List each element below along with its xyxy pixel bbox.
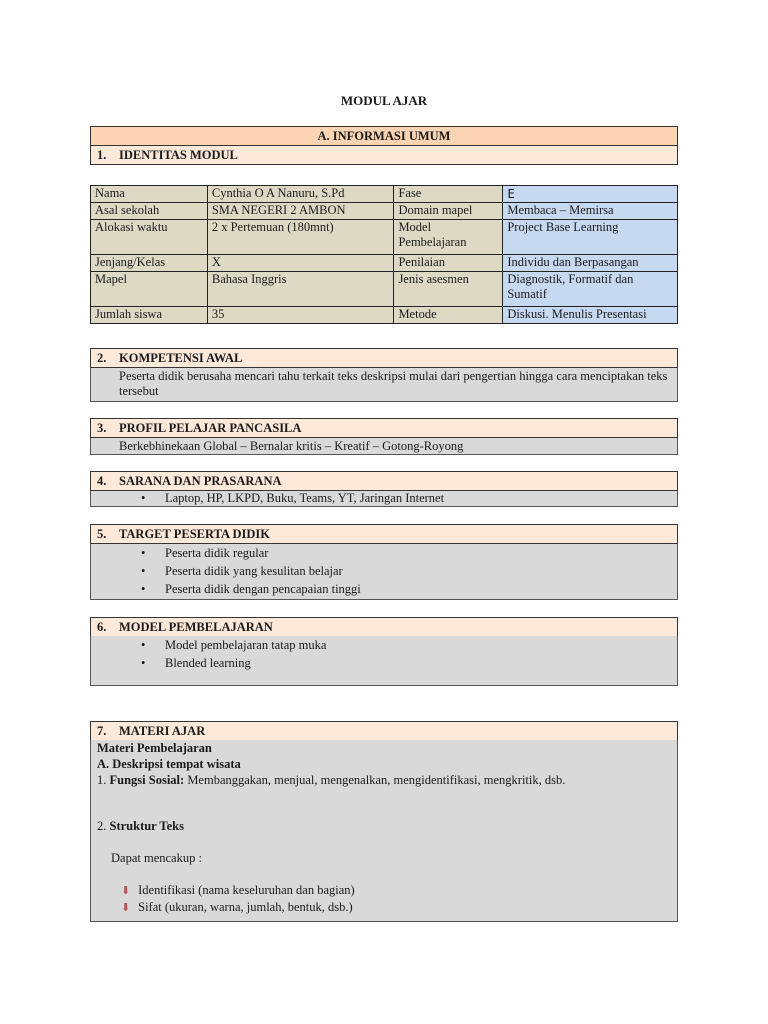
value-cell: 35: [207, 307, 394, 324]
arrow-down-icon: ⬇: [121, 885, 131, 897]
point-number: 2.: [97, 819, 107, 833]
value-cell: Project Base Learning: [503, 220, 678, 255]
target-header: [90, 524, 678, 544]
sarana-num: 4.: [97, 474, 107, 488]
label-cell: Alokasi waktu: [91, 220, 208, 255]
model-label: MODEL PEMBELAJARAN: [119, 620, 273, 634]
model-num: 6.: [97, 620, 107, 634]
label-cell: Model Pembelajaran: [394, 220, 503, 255]
materi-num: 7.: [97, 724, 107, 738]
materi-heading: Materi Pembelajaran: [97, 741, 212, 755]
target-num: 5.: [97, 527, 107, 541]
list-item: • Model pembelajaran tatap muka: [141, 636, 677, 654]
value-cell: SMA NEGERI 2 AMBON: [207, 203, 394, 220]
value-cell: Diskusi. Menulis Presentasi: [503, 307, 678, 324]
list-item: • Peserta didik regular: [141, 544, 677, 562]
section-a-header: A. INFORMASI UMUM: [90, 126, 678, 146]
table-row: [91, 307, 678, 324]
model-header: [90, 617, 678, 637]
struktur-teks-label: Struktur Teks: [109, 819, 184, 833]
materi-subheading: A. Deskripsi tempat wisata: [97, 757, 241, 771]
value-cell: Diagnostik, Formatif dan Sumatif: [503, 272, 678, 307]
identitas-label: IDENTITAS MODUL: [119, 148, 238, 162]
identitas-num: 1.: [97, 148, 107, 162]
identity-table: [90, 185, 678, 324]
table-row: [91, 186, 678, 203]
struktur-teks-line: [97, 818, 671, 834]
kompetensi-text: Peserta didik berusaha mencari tahu terkait teks deskripsi mulai dari pengertian hingga cara menciptakan teks tersebut: [90, 368, 678, 402]
materi-label: MATERI AJAR: [119, 724, 206, 738]
target-label: TARGET PESERTA DIDIK: [119, 527, 270, 541]
identitas-header: [90, 145, 678, 165]
table-row: [91, 272, 678, 307]
profil-num: 3.: [97, 421, 107, 435]
table-row: [91, 220, 678, 255]
value-cell: Bahasa Inggris: [207, 272, 394, 307]
sarana-label: SARANA DAN PRASARANA: [119, 474, 282, 488]
label-cell: Penilaian: [394, 255, 503, 272]
list-item: [121, 899, 671, 916]
list-item: • Peserta didik dengan pencapaian tinggi: [141, 580, 677, 598]
label-cell: Nama: [91, 186, 208, 203]
list-item: • Blended learning: [141, 654, 677, 672]
label-cell: Domain mapel: [394, 203, 503, 220]
materi-header: [90, 721, 678, 741]
document-title: MODUL AJAR: [340, 93, 428, 108]
value-cell: 2 x Pertemuan (180mnt): [207, 220, 394, 255]
value-cell: Membaca – Memirsa: [503, 203, 678, 220]
label-cell: Jumlah siswa: [91, 307, 208, 324]
kompetensi-label: KOMPETENSI AWAL: [119, 351, 243, 365]
struktur-list: [97, 882, 671, 916]
list-item-text: Sifat (ukuran, warna, jumlah, bentuk, dsb.): [138, 900, 353, 914]
label-cell: Fase: [394, 186, 503, 203]
value-cell: Cynthia O A Nanuru, S.Pd: [207, 186, 394, 203]
table-row: [91, 203, 678, 220]
fungsi-sosial-line: [97, 772, 671, 788]
label-cell: Jenjang/Kelas: [91, 255, 208, 272]
value-cell: X: [207, 255, 394, 272]
materi-body: [90, 740, 678, 922]
profil-label: PROFIL PELAJAR PANCASILA: [119, 421, 302, 435]
arrow-down-icon: ⬇: [121, 902, 131, 914]
list-item: [121, 882, 671, 899]
sarana-header: [90, 471, 678, 491]
label-cell: Jenis asesmen: [394, 272, 503, 307]
point-number: 1.: [97, 773, 107, 787]
sarana-body: [90, 491, 678, 507]
profil-header: [90, 418, 678, 438]
table-row: [91, 255, 678, 272]
label-cell: Mapel: [91, 272, 208, 307]
label-cell: Metode: [394, 307, 503, 324]
kompetensi-header: [90, 348, 678, 368]
fungsi-sosial-label: Fungsi Sosial:: [109, 773, 185, 787]
fungsi-sosial-text: Membanggakan, menjual, mengenalkan, mengidentifikasi, mengkritik, dsb.: [184, 773, 566, 787]
target-body: [90, 544, 678, 600]
list-item: • Peserta didik yang kesulitan belajar: [141, 562, 677, 580]
kompetensi-num: 2.: [97, 351, 107, 365]
value-cell: Individu dan Berpasangan: [503, 255, 678, 272]
list-item-text: Identifikasi (nama keseluruhan dan bagian): [138, 883, 355, 897]
model-body: [90, 636, 678, 686]
dapat-mencakup: Dapat mencakup :: [111, 851, 202, 865]
profil-text: Berkebhinekaan Global – Bernalar kritis – Kreatif – Gotong-Royong: [90, 438, 678, 455]
list-item: • Laptop, HP, LKPD, Buku, Teams, YT, Jaringan Internet: [141, 491, 677, 506]
value-cell: E: [503, 186, 678, 203]
label-cell: Asal sekolah: [91, 203, 208, 220]
